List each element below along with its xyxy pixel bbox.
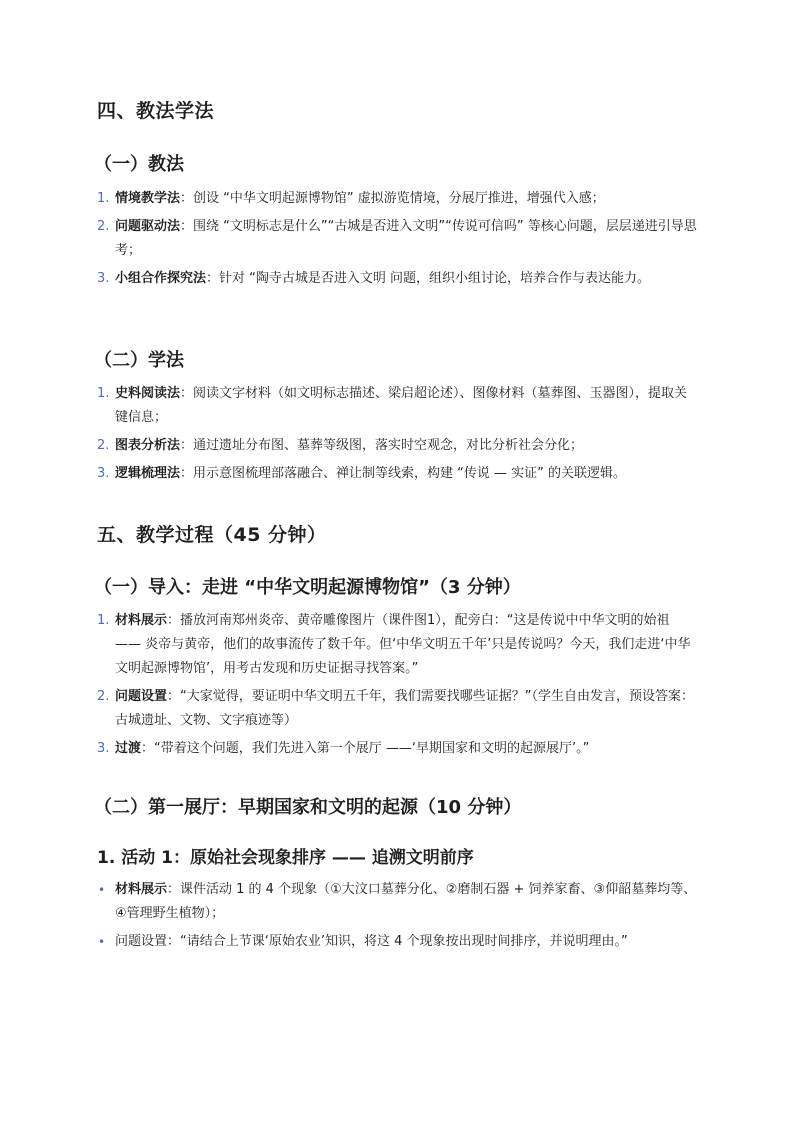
list-item <box>97 187 699 211</box>
list-item <box>97 382 699 430</box>
item-label: 史料阅读法 <box>115 386 181 401</box>
list-item <box>97 685 699 733</box>
bullet: • <box>98 935 106 949</box>
list-item <box>97 215 699 263</box>
subsection-heading-learning-methods: （二）学法 <box>94 350 184 371</box>
item-label: 情境教学法 <box>115 191 181 206</box>
intro-list <box>97 609 699 761</box>
bullet: • <box>98 883 106 897</box>
section-heading-5: 五、教学过程（45 分钟） <box>97 524 327 546</box>
list-number: 2. <box>97 219 110 234</box>
item-text: ：“带着这个问题，我们先进入第一个展厅 ——‘早期国家和文明的起源展厅’。” <box>141 741 590 756</box>
list-item <box>97 930 699 954</box>
item-text: ：阅读文字材料（如文明标志描述、梁启超论述）、图像材料（墓葬图、玉器图），提取关键信息； <box>115 386 688 425</box>
subsection-heading-intro: （一）导入：走进 “中华文明起源博物馆”（3 分钟） <box>94 577 521 598</box>
item-text: ：课件活动 1 的 4 个现象（①大汶口墓葬分化、②磨制石器 + 饲养家畜、③仰韶墓葬均等、④管理野生植物）； <box>115 882 697 921</box>
item-text: ：创设 “中华文明起源博物馆” 虚拟游览情境，分展厅推进，增强代入感； <box>180 191 605 206</box>
list-item <box>97 434 699 458</box>
item-label: 图表分析法 <box>115 438 181 453</box>
section-heading-4: 四、教法学法 <box>97 100 215 122</box>
item-label: 问题驱动法 <box>115 219 181 234</box>
item-text: 问题设置：“请结合上节课‘原始农业’知识，将这 4 个现象按出现时间排序，并说明理由。” <box>115 934 628 949</box>
item-label: 问题设置 <box>115 689 168 704</box>
list-number: 3. <box>97 271 110 286</box>
item-text: ：通过遗址分布图、墓葬等级图，落实时空观念，对比分析社会分化； <box>180 438 584 453</box>
list-number: 1. <box>97 613 110 628</box>
list-item <box>97 462 699 486</box>
item-text: ：围绕 “文明标志是什么”“古城是否进入文明”“传说可信吗” 等核心问题，层层递进引导思考； <box>115 219 697 258</box>
list-item <box>97 609 699 681</box>
list-item <box>97 878 699 926</box>
item-text: ：播放河南郑州炎帝、黄帝雕像图片（课件图1），配旁白：“这是传说中中华文明的始祖 —— 炎帝与黄帝，他们的故事流传了数千年。但‘中华文明五千年’只是传说吗？今天，我们走进‘中华文明起源博物馆’，用考古发现和历史证据寻找答案。” <box>115 613 691 676</box>
item-label: 逻辑梳理法 <box>115 466 181 481</box>
subsection-heading-hall-1: （二）第一展厅：早期国家和文明的起源（10 分钟） <box>94 797 522 818</box>
list-number: 2. <box>97 438 110 453</box>
item-label: 材料展示 <box>115 882 168 897</box>
list-number: 1. <box>97 191 110 206</box>
item-text: ：用示意图梳理部落融合、禅让制等线索，构建 “传说 — 实证” 的关联逻辑。 <box>180 466 627 481</box>
subsection-heading-teaching-methods: （一）教法 <box>94 154 184 175</box>
list-number: 2. <box>97 689 110 704</box>
teaching-methods-list <box>97 187 699 291</box>
list-number: 3. <box>97 741 110 756</box>
item-label: 材料展示 <box>115 613 168 628</box>
learning-methods-list <box>97 382 699 486</box>
list-item <box>97 737 699 761</box>
list-number: 1. <box>97 386 110 401</box>
item-text: ：针对 “陶寺古城是否进入文明 问题，组织小组讨论，培养合作与表达能力。 <box>206 271 651 286</box>
activity-heading: 1. 活动 1：原始社会现象排序 —— 追溯文明前序 <box>97 848 474 868</box>
item-label: 过渡 <box>115 741 142 756</box>
list-item <box>97 267 699 291</box>
item-text: ：“大家觉得，要证明中华文明五千年，我们需要找哪些证据？”（学生自由发言，预设答案：古城遗址、文物、文字痕迹等） <box>115 689 694 728</box>
activity-list <box>97 878 699 954</box>
list-number: 3. <box>97 466 110 481</box>
item-label: 小组合作探究法 <box>115 271 207 286</box>
